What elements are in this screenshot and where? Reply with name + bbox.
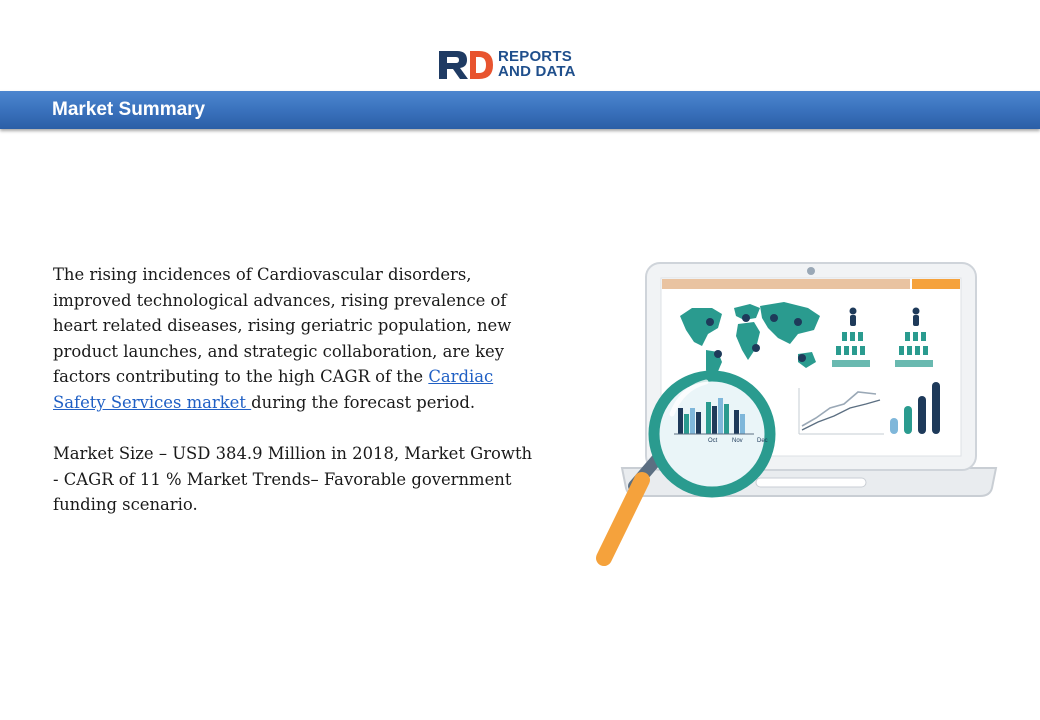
- summary-text-outro: during the forecast period.: [251, 392, 476, 412]
- section-banner: [0, 91, 1040, 129]
- rd-logo-icon: [437, 49, 495, 81]
- summary-text: [53, 262, 533, 518]
- summary-paragraph-2: Market Size – USD 384.9 Million in 2018, Market Growth - CAGR of 11 % Market Trends– Favorable government funding scenario.: [53, 444, 533, 515]
- paragraph-spacer: [53, 416, 533, 442]
- logo-line-1: REPORTS: [498, 48, 572, 65]
- screen-header-bar: [662, 279, 910, 289]
- summary-paragraph-1: [53, 262, 533, 416]
- screen-header-accent: [912, 279, 960, 289]
- logo-line-2: AND DATA: [498, 63, 576, 80]
- laptop-trackpad: [756, 478, 866, 487]
- page-title: Market Summary: [52, 99, 206, 120]
- logo-wordmark: [498, 49, 576, 79]
- month-label-dec: Dec: [757, 438, 768, 444]
- reports-and-data-logo: [437, 48, 587, 82]
- month-label-nov: Nov: [732, 438, 743, 444]
- laptop-analytics-illustration: [594, 258, 1004, 570]
- month-label-oct: Oct: [708, 438, 718, 444]
- laptop-camera: [807, 267, 815, 275]
- cardiac-safety-services-link[interactable]: Cardiac Safety Services market: [53, 367, 494, 412]
- summary-text-intro: The rising incidences of Cardiovascular disorders, improved technological advances, rising prevalence of heart related diseases, rising geriatric population, new product launches, and strategic collaboration, are key factors contributing to the high CAGR of the: [53, 265, 512, 387]
